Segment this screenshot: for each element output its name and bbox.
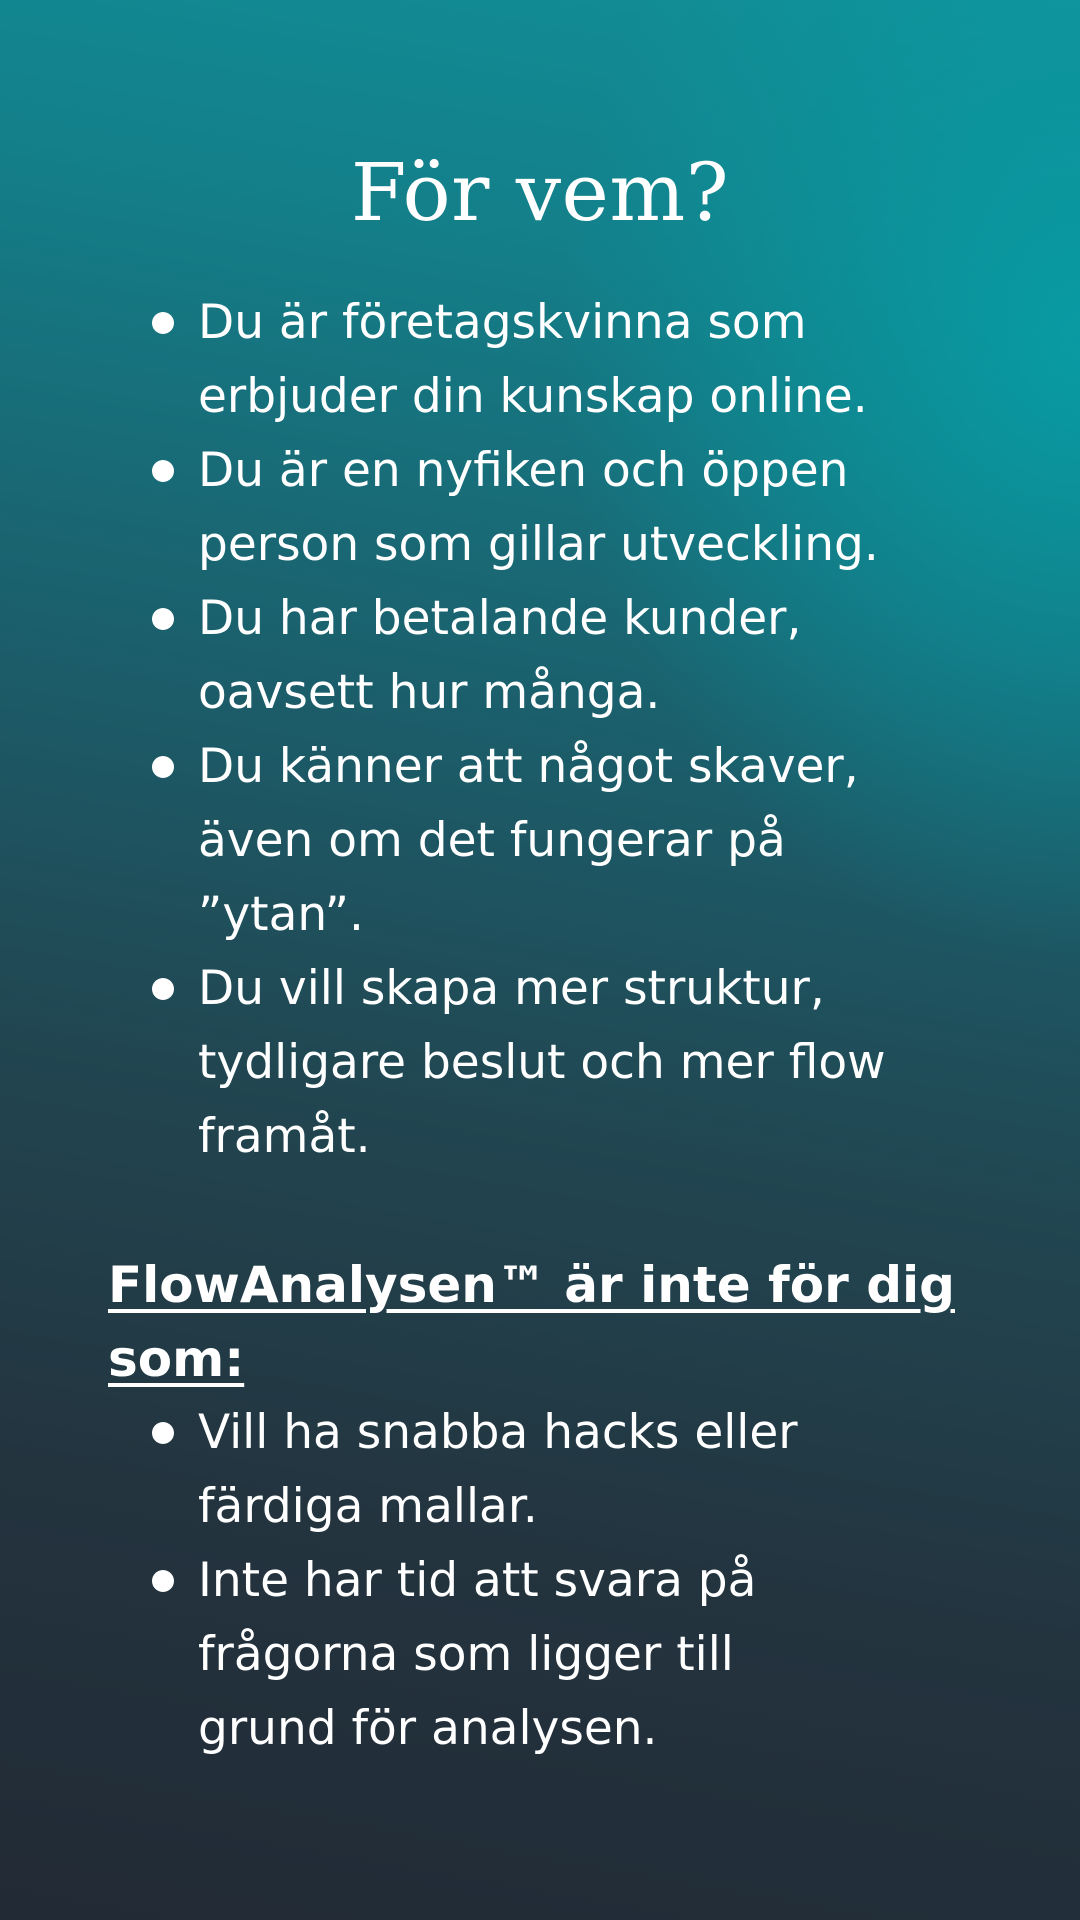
target-audience-list: [198, 286, 978, 1174]
list-item: Du vill skapa mer struktur, tydligare beslut och mer flow framåt.: [198, 952, 978, 1174]
list-item: Du är företagskvinna som erbjuder din kunskap online.: [198, 286, 978, 434]
list-item: Du har betalande kunder, oavsett hur många.: [198, 582, 978, 730]
not-for-heading: FlowAnalysen™ är inte för dig som:: [108, 1256, 955, 1388]
list-item: Inte har tid att svara på frågorna som ligger till grund för analysen.: [198, 1544, 978, 1766]
list-item: Vill ha snabba hacks eller färdiga mallar.: [198, 1396, 978, 1544]
list-item: Du är en nyfiken och öppen person som gillar utveckling.: [198, 434, 978, 582]
excluded-audience-list: [198, 1396, 978, 1766]
list-item: Du känner att något skaver, även om det fungerar på ”ytan”.: [198, 730, 978, 952]
page-title: För vem?: [350, 146, 730, 239]
